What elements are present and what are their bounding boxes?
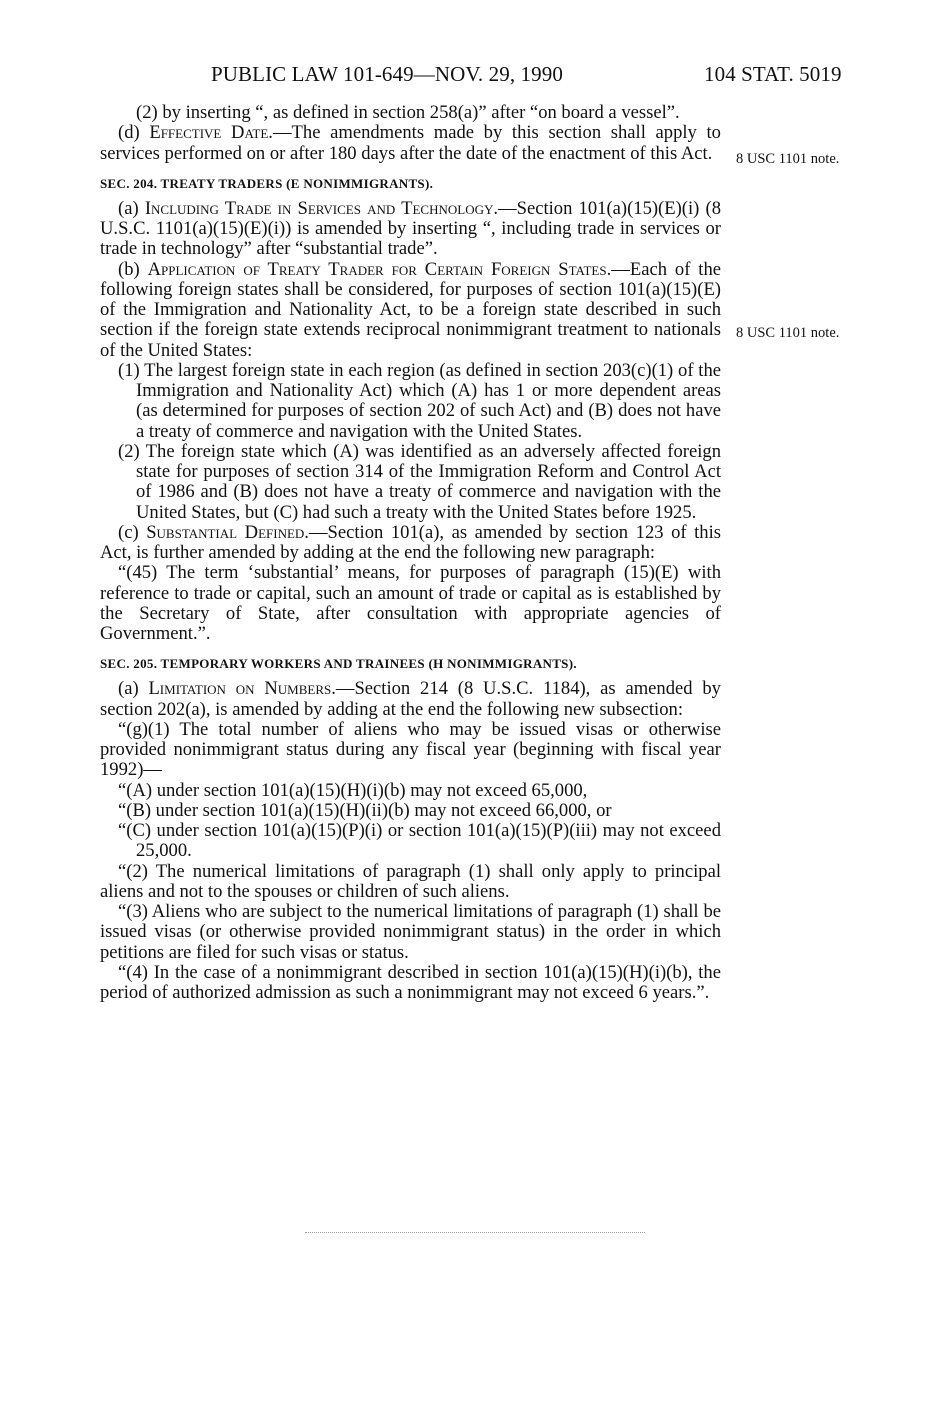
list-item: (1) The largest foreign state in each region (as defined in section 203(c)(1) of the Immigration and Nationality Act) which (A) has 1 or more dependent areas (as determined for purposes of section 202 of such Act) and (B) does not have a treaty of commerce and navigation with the United States. [118,359,721,442]
section-heading: SEC. 204. TREATY TRADERS (E NONIMMIGRANTS). [100,175,434,191]
paragraph: (2) by inserting “, as defined in section 258(a)” after “on board a vessel”. [136,102,680,123]
subsection-heading: Application of Treaty Trader for Certain Foreign States [147,258,607,280]
list-item: “(C) under section 101(a)(15)(P)(i) or section 101(a)(15)(P)(iii) may not exceed 25,000. [118,820,721,862]
paragraph: “(g)(1) The total number of aliens who may be issued visas or otherwise provided nonimmigrant status during any fiscal year (beginning with fiscal year 1992)— [100,718,721,781]
margin-note: 8 USC 1101 note. [736,151,840,167]
subsection-heading: Including Trade in Services and Technology [144,197,494,219]
body-text [100,103,721,1003]
paragraph: “(4) In the case of a nonimmigrant described in section 101(a)(15)(H)(i)(b), the period of authorized admission as such a nonimmigrant may not exceed 6 years.”. [100,961,721,1003]
subsection-heading: Effective Date [149,122,269,144]
subsection-heading: Limitation on Numbers [148,678,332,700]
margin-note: 8 USC 1101 note. [736,325,840,341]
paragraph: (a) Limitation on Numbers.—Section 214 (8 U.S.C. 1184), as amended by section 202(a), is amended by adding at the end the following new subsection: [100,678,721,720]
divider [305,1232,645,1233]
list-item: (2) The foreign state which (A) was identified as an adversely affected foreign state for purposes of section 314 of the Immigration Reform and Control Act of 1986 and (B) does not have a treaty of commerce and navigation with the United States, but (C) had such a treaty with the United States before 1925. [118,440,721,523]
paragraph: (d) Effective Date.—The amendments made by this section shall apply to services performed on or after 180 days after the date of the enactment of this Act. [100,122,721,164]
subsection-heading: Substantial Defined [146,521,305,543]
list-item: “(B) under section 101(a)(15)(H)(ii)(b) may not exceed 66,000, or [118,799,612,821]
paragraph: “(3) Aliens who are subject to the numerical limitations of paragraph (1) shall be issued visas (or otherwise provided nonimmigrant status) in the order in which petitions are filed for such visas or status. [100,901,721,963]
paragraph: “(2) The numerical limitations of paragraph (1) shall only apply to principal aliens and not to the spouses or children of such aliens. [100,860,721,902]
page-stat-number: 104 STAT. 5019 [704,62,842,86]
paragraph: (c) Substantial Defined.—Section 101(a), as amended by section 123 of this Act, is further amended by adding at the end the following new paragraph: [100,521,721,563]
paragraph: (b) Application of Treaty Trader for Certain Foreign States.—Each of the following foreign states shall be considered, for purposes of section 101(a)(15)(E) of the Immigration and Nationality Act, to be a foreign state described in such section if the foreign state extends reciprocal nonimmigrant treatment to nationals of the United States: [100,258,721,361]
paragraph: (a) Including Trade in Services and Technology.—Section 101(a)(15)(E)(i) (8 U.S.C. 1101(a)(15)(E)(i)) is amended by inserting “, including trade in services or trade in technology” after “substantial trade”. [100,197,721,260]
list-item: “(A) under section 101(a)(15)(H)(i)(b) may not exceed 65,000, [118,779,588,801]
running-header-title: PUBLIC LAW 101-649—NOV. 29, 1990 [211,62,563,86]
section-heading: SEC. 205. TEMPORARY WORKERS AND TRAINEES (H NONIMMIGRANTS). [100,656,577,672]
paragraph: “(45) The term ‘substantial’ means, for purposes of paragraph (15)(E) with reference to trade or capital, such an amount of trade or capital as is established by the Secretary of State, after consultation with appropriate agencies of Government.”. [100,562,721,644]
